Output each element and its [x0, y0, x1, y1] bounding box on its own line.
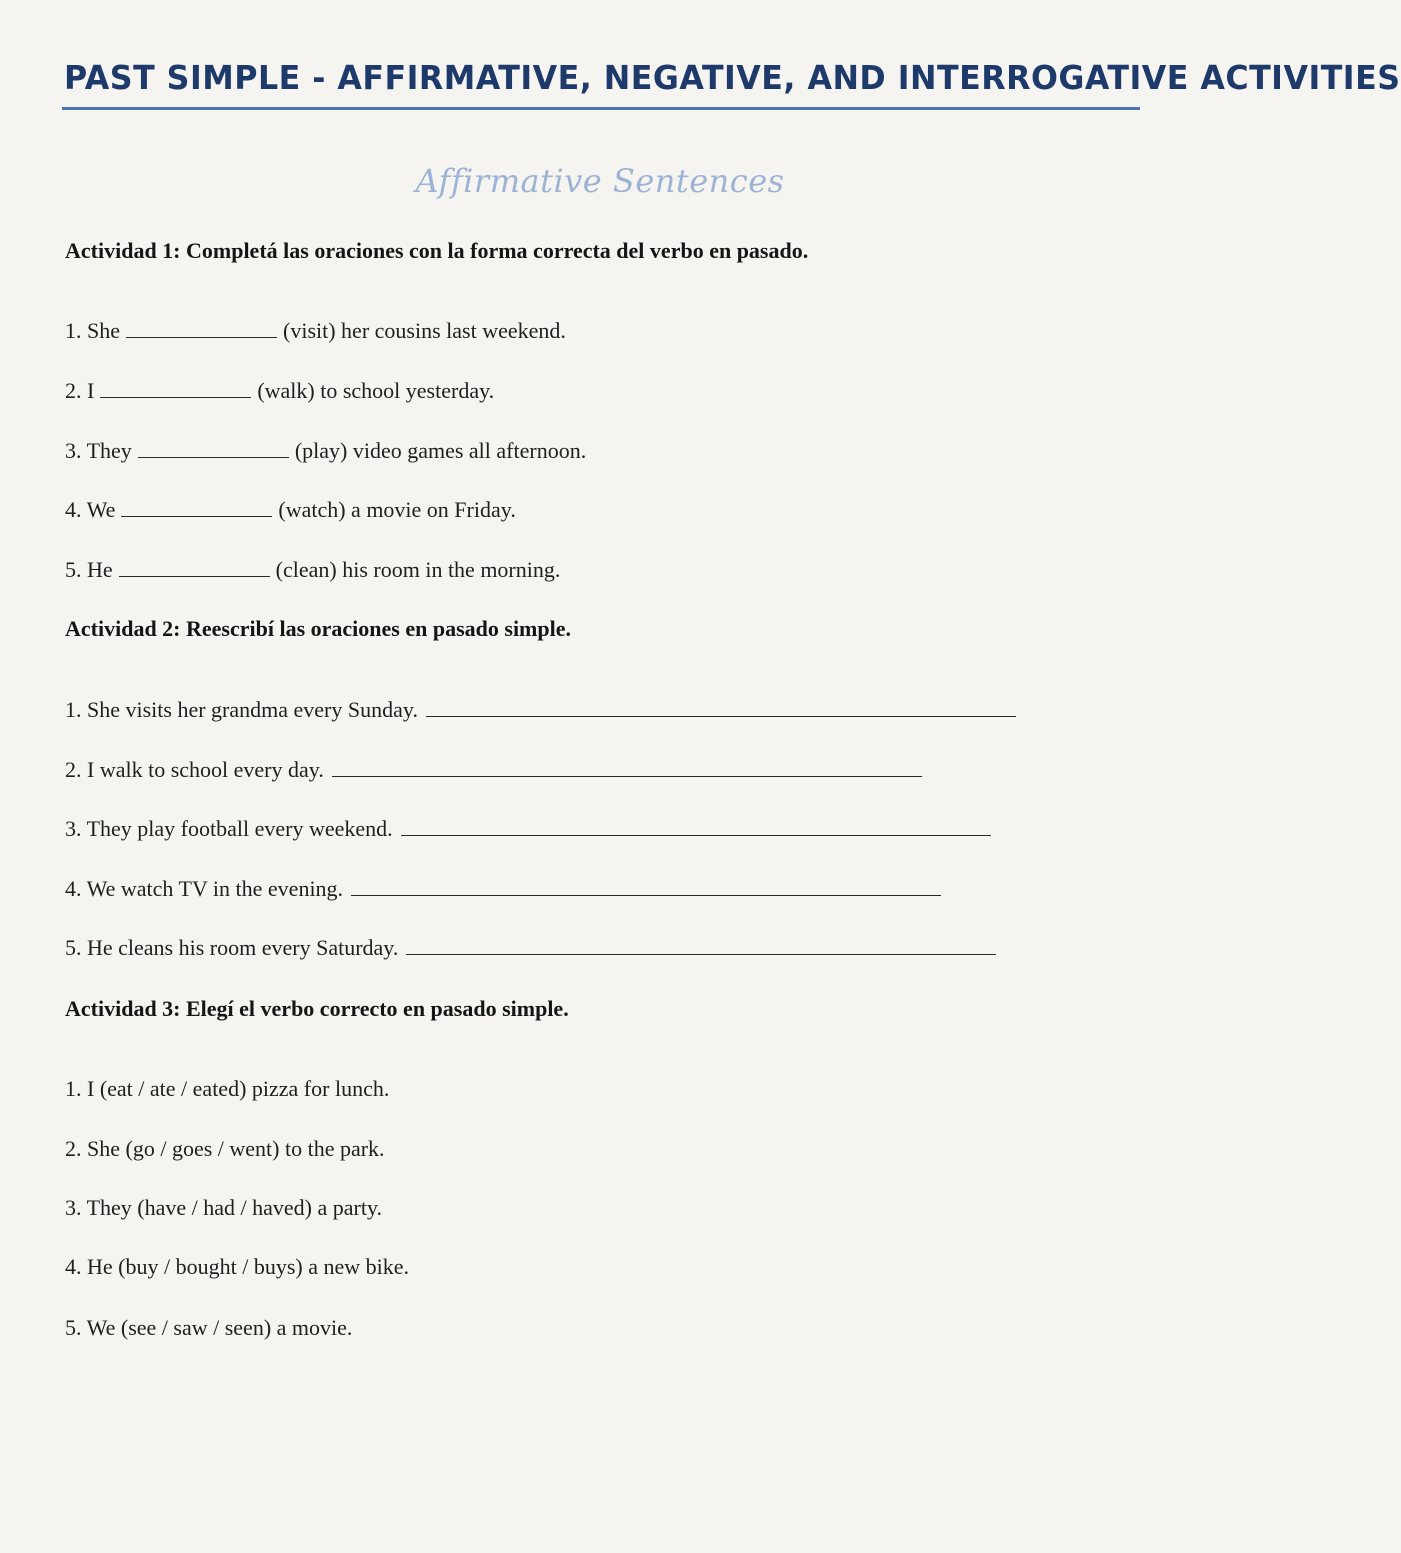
title-underline: [62, 107, 1140, 110]
item-text: 5. He cleans his room every Saturday.: [65, 935, 399, 960]
item-suffix: (play) video games all afternoon.: [294, 438, 587, 463]
item-text: 3. They play football every weekend.: [65, 816, 393, 841]
activity-1-title: Actividad 1: Completá las oraciones con la forma correcta del verbo en pasado.: [65, 238, 809, 263]
item-text: 1. She visits her grandma every Sunday.: [65, 697, 418, 722]
answer-line[interactable]: [401, 817, 991, 836]
item-suffix: (watch) a movie on Friday.: [278, 497, 516, 522]
activity-2-item-3: [65, 816, 991, 842]
answer-line[interactable]: [406, 936, 996, 955]
activity-2-item-5: [65, 935, 996, 961]
activity-1-item-5: [65, 557, 560, 583]
page-title: PAST SIMPLE - AFFIRMATIVE, NEGATIVE, AND INTERROGATIVE ACTIVITIES: [64, 58, 1401, 97]
activity-2-item-1: [65, 697, 1016, 723]
activity-1-item-1: [65, 318, 566, 344]
item-prefix: 3. They: [65, 438, 132, 463]
activity-3-item-1: 1. I (eat / ate / eated) pizza for lunch.: [65, 1076, 390, 1101]
item-suffix: (visit) her cousins last weekend.: [283, 318, 566, 343]
answer-blank[interactable]: [100, 379, 251, 398]
section-heading: Affirmative Sentences: [415, 162, 785, 200]
item-text: 4. We watch TV in the evening.: [65, 876, 344, 901]
item-prefix: 4. We: [65, 497, 116, 522]
item-suffix: (clean) his room in the morning.: [275, 557, 561, 582]
answer-line[interactable]: [426, 698, 1016, 717]
answer-blank[interactable]: [138, 439, 289, 458]
activity-2-title: Actividad 2: Reescribí las oraciones en pasado simple.: [65, 616, 571, 641]
activity-3-item-4: 4. He (buy / bought / buys) a new bike.: [65, 1254, 409, 1279]
answer-blank[interactable]: [119, 558, 270, 577]
answer-blank[interactable]: [126, 319, 277, 338]
item-text: 2. I walk to school every day.: [65, 757, 324, 782]
activity-1-item-3: [65, 438, 586, 464]
activity-3-item-2: 2. She (go / goes / went) to the park.: [65, 1136, 385, 1161]
activity-1-item-2: [65, 378, 494, 404]
activity-1-item-4: [65, 497, 516, 523]
activity-2-item-2: [65, 757, 922, 783]
activity-3-item-3: 3. They (have / had / haved) a party.: [65, 1195, 383, 1220]
item-prefix: 2. I: [65, 378, 95, 403]
answer-blank[interactable]: [121, 498, 272, 517]
item-suffix: (walk) to school yesterday.: [257, 378, 495, 403]
item-prefix: 5. He: [65, 557, 113, 582]
answer-line[interactable]: [351, 877, 941, 896]
activity-2-item-4: [65, 876, 941, 902]
answer-line[interactable]: [332, 758, 922, 777]
activity-3-item-5: 5. We (see / saw / seen) a movie.: [65, 1315, 353, 1340]
item-prefix: 1. She: [65, 318, 120, 343]
activity-3-title: Actividad 3: Elegí el verbo correcto en pasado simple.: [65, 996, 569, 1021]
